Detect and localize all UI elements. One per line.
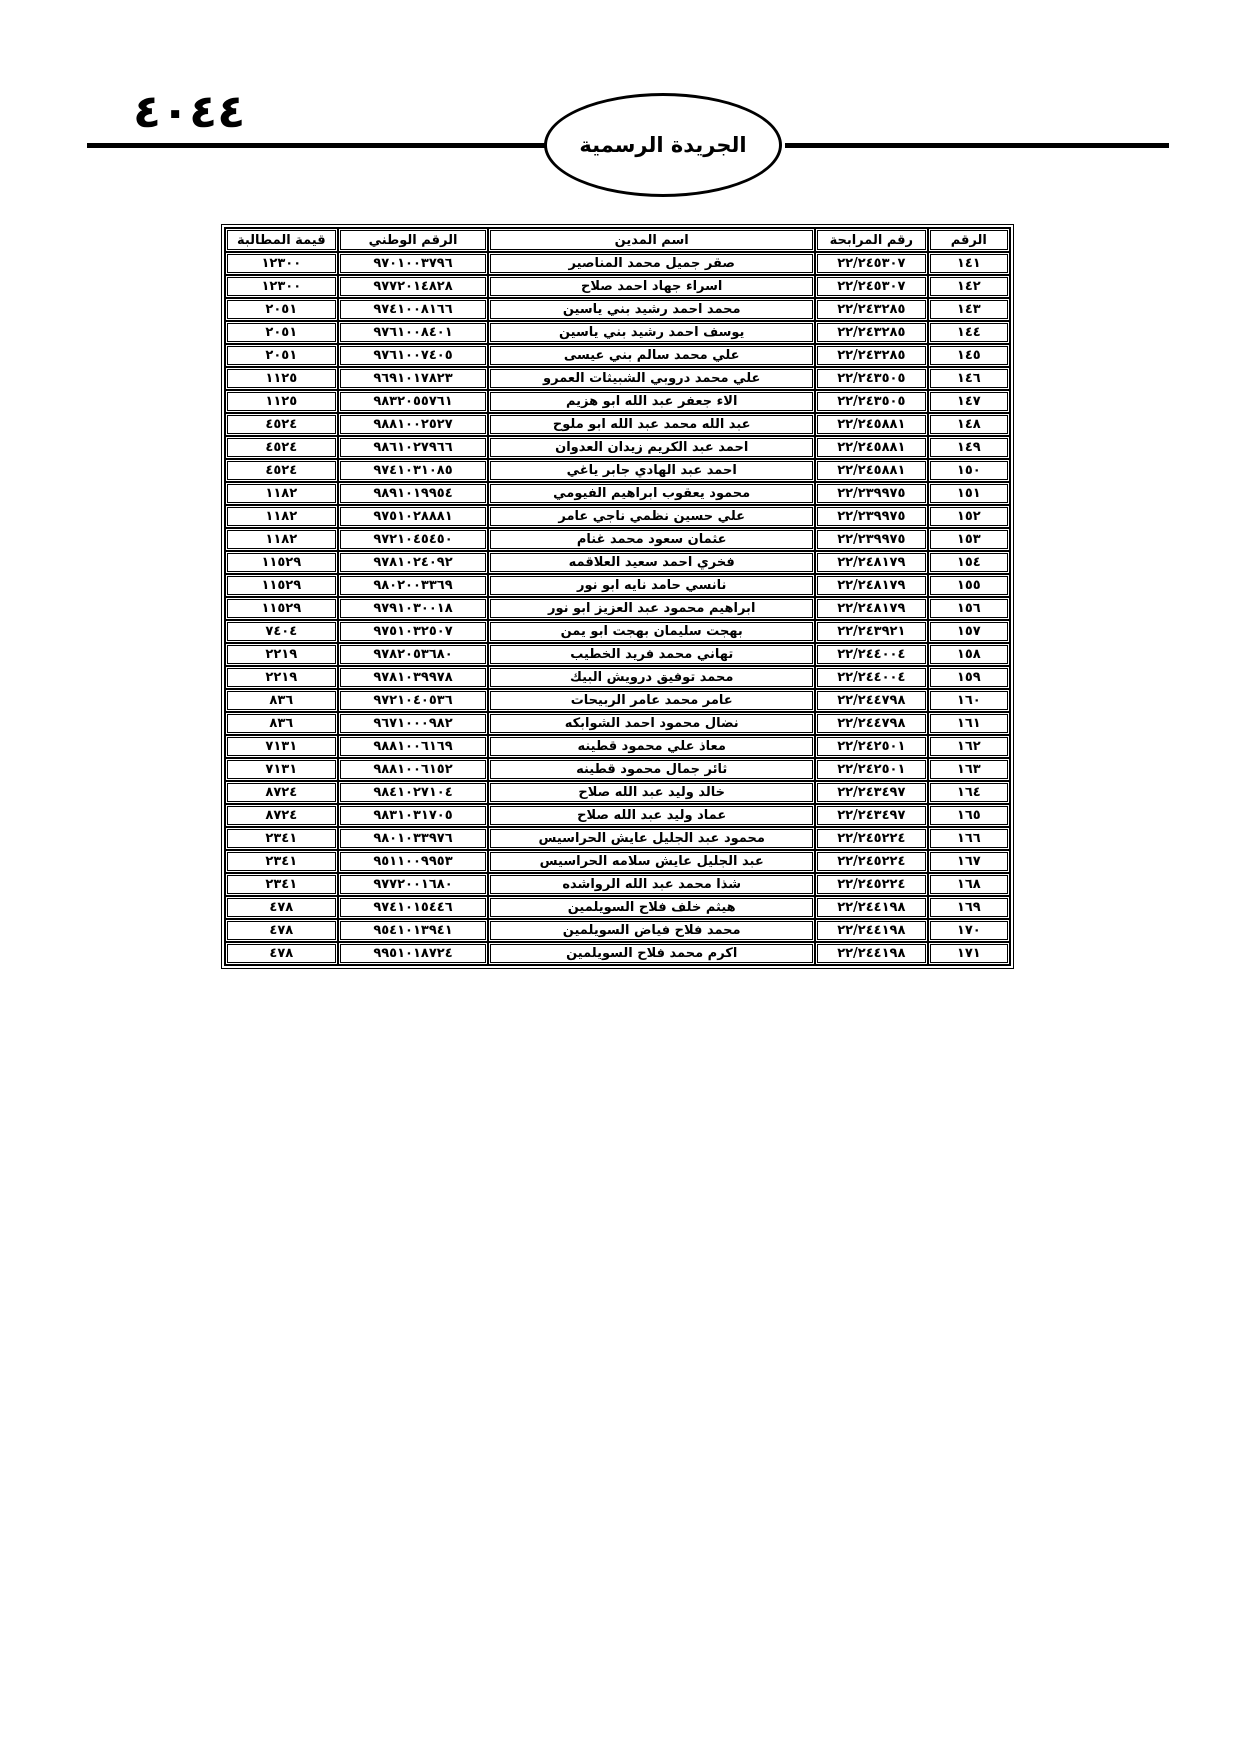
cell-name: ابراهيم محمود عبد العزيز ابو نور — [488, 597, 815, 620]
cell-num: ١٦٦ — [928, 827, 1010, 850]
cell-amount: ١١٥٢٩ — [225, 597, 338, 620]
cell-ref: ٢٢/٢٤٤٠٠٤ — [815, 666, 928, 689]
table-row — [225, 919, 1010, 942]
cell-amount: ٧١٣١ — [225, 758, 338, 781]
cell-ref: ٢٢/٢٤٥٢٢٤ — [815, 873, 928, 896]
cell-name: ثائر جمال محمود قطينه — [488, 758, 815, 781]
cell-num: ١٤٥ — [928, 344, 1010, 367]
cell-amount: ٤٧٨ — [225, 919, 338, 942]
cell-name: الاء جعفر عبد الله ابو هزيم — [488, 390, 815, 413]
cell-amount: ١١٥٢٩ — [225, 551, 338, 574]
cell-national-id: ٩٨٠١٠٣٣٩٧٦ — [338, 827, 489, 850]
cell-national-id: ٩٧٩١٠٣٠٠١٨ — [338, 597, 489, 620]
cell-national-id: ٩٧٧٢٠٠١٦٨٠ — [338, 873, 489, 896]
cell-name: احمد عبد الكريم زيدان العدوان — [488, 436, 815, 459]
cell-amount: ٢٠٥١ — [225, 344, 338, 367]
cell-ref: ٢٢/٢٤٥٣٠٧ — [815, 252, 928, 275]
cell-amount: ٤٥٢٤ — [225, 413, 338, 436]
masthead-oval — [544, 93, 782, 197]
table-row — [225, 344, 1010, 367]
cell-ref: ٢٢/٢٤٤١٩٨ — [815, 896, 928, 919]
cell-amount: ١١٥٢٩ — [225, 574, 338, 597]
cell-amount: ٨٣٦ — [225, 689, 338, 712]
table-row — [225, 620, 1010, 643]
cell-name: علي محمد دروبي الشبيثات العمرو — [488, 367, 815, 390]
cell-amount: ١١٨٢ — [225, 528, 338, 551]
cell-ref: ٢٢/٢٣٩٩٧٥ — [815, 528, 928, 551]
table-row — [225, 666, 1010, 689]
cell-amount: ١٢٣٠٠ — [225, 275, 338, 298]
table-row — [225, 827, 1010, 850]
cell-amount: ١١٢٥ — [225, 390, 338, 413]
cell-num: ١٦٥ — [928, 804, 1010, 827]
cell-amount: ٤٥٢٤ — [225, 436, 338, 459]
cell-national-id: ٩٧٨١٠٢٤٠٩٢ — [338, 551, 489, 574]
cell-num: ١٦٤ — [928, 781, 1010, 804]
cell-national-id: ٩٧٢١٠٤٠٥٣٦ — [338, 689, 489, 712]
cell-num: ١٤٨ — [928, 413, 1010, 436]
cell-num: ١٥٠ — [928, 459, 1010, 482]
cell-num: ١٤٤ — [928, 321, 1010, 344]
cell-name: عبد الله محمد عبد الله ابو ملوح — [488, 413, 815, 436]
cell-amount: ٤٧٨ — [225, 896, 338, 919]
cell-amount: ٢٠٥١ — [225, 321, 338, 344]
cell-national-id: ٩٧٤١٠١٥٤٤٦ — [338, 896, 489, 919]
cell-num: ١٥٤ — [928, 551, 1010, 574]
cell-ref: ٢٢/٢٤٥٣٠٧ — [815, 275, 928, 298]
cell-num: ١٦٢ — [928, 735, 1010, 758]
cell-name: محمود عبد الجليل عايش الحراسيس — [488, 827, 815, 850]
cell-amount: ٨٧٢٤ — [225, 781, 338, 804]
cell-num: ١٥٣ — [928, 528, 1010, 551]
cell-name: نضال محمود احمد الشوابكه — [488, 712, 815, 735]
cell-name: بهجت سليمان بهجت ابو يمن — [488, 620, 815, 643]
cell-amount: ٤٧٨ — [225, 942, 338, 965]
cell-ref: ٢٢/٢٤٤٧٩٨ — [815, 712, 928, 735]
table-row — [225, 436, 1010, 459]
cell-num: ١٦١ — [928, 712, 1010, 735]
header-name: اسم المدين — [488, 228, 815, 252]
cell-national-id: ٩٥٤١٠١٣٩٤١ — [338, 919, 489, 942]
cell-ref: ٢٢/٢٤٥٨٨١ — [815, 413, 928, 436]
cell-national-id: ٩٧٠١٠٠٣٧٩٦ — [338, 252, 489, 275]
debtors-table — [224, 227, 1011, 966]
cell-ref: ٢٢/٢٤٨١٧٩ — [815, 574, 928, 597]
cell-amount: ٧١٣١ — [225, 735, 338, 758]
page-number: ٤٠٤٤ — [133, 84, 246, 138]
header-rule-right — [785, 143, 1169, 148]
cell-name: يوسف احمد رشيد بني ياسين — [488, 321, 815, 344]
header-rule-left — [87, 143, 545, 148]
cell-amount: ٢٠٥١ — [225, 298, 338, 321]
cell-name: معاذ علي محمود قطينه — [488, 735, 815, 758]
cell-num: ١٦٨ — [928, 873, 1010, 896]
cell-national-id: ٩٧٨١٠٣٩٩٧٨ — [338, 666, 489, 689]
cell-name: احمد عبد الهادي جابر ياغي — [488, 459, 815, 482]
cell-name: اسراء جهاد احمد صلاح — [488, 275, 815, 298]
cell-name: عبد الجليل عايش سلامه الحراسيس — [488, 850, 815, 873]
cell-national-id: ٩٨٨١٠٠٦١٦٩ — [338, 735, 489, 758]
cell-ref: ٢٢/٢٤٤٠٠٤ — [815, 643, 928, 666]
cell-num: ١٥١ — [928, 482, 1010, 505]
cell-national-id: ٩٧٦١٠٠٧٤٠٥ — [338, 344, 489, 367]
cell-national-id: ٩٦٧١٠٠٠٩٨٢ — [338, 712, 489, 735]
cell-ref: ٢٢/٢٤٣٢٨٥ — [815, 298, 928, 321]
cell-num: ١٤٦ — [928, 367, 1010, 390]
cell-name: محمود يعقوب ابراهيم الفيومي — [488, 482, 815, 505]
table-row — [225, 781, 1010, 804]
cell-name: هيثم خلف فلاح السويلمين — [488, 896, 815, 919]
table-row — [225, 758, 1010, 781]
table-row — [225, 321, 1010, 344]
cell-ref: ٢٢/٢٤٣٩٢١ — [815, 620, 928, 643]
table-row — [225, 873, 1010, 896]
cell-num: ١٦٣ — [928, 758, 1010, 781]
cell-amount: ٨٧٢٤ — [225, 804, 338, 827]
cell-amount: ٢٣٤١ — [225, 850, 338, 873]
cell-national-id: ٩٧٧٢٠١٤٨٢٨ — [338, 275, 489, 298]
cell-name: محمد توفيق درويش البيك — [488, 666, 815, 689]
cell-national-id: ٩٩٥١٠١٨٧٢٤ — [338, 942, 489, 965]
cell-num: ١٥٢ — [928, 505, 1010, 528]
table-row — [225, 735, 1010, 758]
cell-name: خالد وليد عبد الله صلاح — [488, 781, 815, 804]
cell-name: شذا محمد عبد الله الرواشده — [488, 873, 815, 896]
cell-num: ١٤١ — [928, 252, 1010, 275]
table-row — [225, 850, 1010, 873]
table-body — [225, 252, 1010, 965]
cell-name: صقر جميل محمد المناصير — [488, 252, 815, 275]
cell-amount: ٤٥٢٤ — [225, 459, 338, 482]
cell-num: ١٤٧ — [928, 390, 1010, 413]
cell-amount: ١٢٣٠٠ — [225, 252, 338, 275]
cell-num: ١٤٢ — [928, 275, 1010, 298]
cell-amount: ٢٣٤١ — [225, 873, 338, 896]
cell-name: نانسي حامد نايه ابو نور — [488, 574, 815, 597]
cell-national-id: ٩٨٨١٠٠٦١٥٢ — [338, 758, 489, 781]
cell-ref: ٢٢/٢٤٣٤٩٧ — [815, 804, 928, 827]
cell-ref: ٢٢/٢٤٨١٧٩ — [815, 551, 928, 574]
cell-num: ١٥٨ — [928, 643, 1010, 666]
cell-national-id: ٩٨٨١٠٠٢٥٢٧ — [338, 413, 489, 436]
cell-num: ١٧١ — [928, 942, 1010, 965]
cell-ref: ٢٢/٢٤٣٤٩٧ — [815, 781, 928, 804]
table-row — [225, 896, 1010, 919]
table-row — [225, 275, 1010, 298]
header-national-id: الرقم الوطني — [338, 228, 489, 252]
cell-ref: ٢٢/٢٤٣٥٠٥ — [815, 390, 928, 413]
cell-num: ١٧٠ — [928, 919, 1010, 942]
cell-national-id: ٩٨٩١٠١٩٩٥٤ — [338, 482, 489, 505]
table-row — [225, 942, 1010, 965]
cell-num: ١٥٥ — [928, 574, 1010, 597]
cell-national-id: ٩٦٩١٠١٧٨٢٣ — [338, 367, 489, 390]
cell-num: ١٤٩ — [928, 436, 1010, 459]
cell-num: ١٥٩ — [928, 666, 1010, 689]
cell-amount: ٨٣٦ — [225, 712, 338, 735]
table-row — [225, 597, 1010, 620]
cell-national-id: ٩٧٤١٠٠٨١٦٦ — [338, 298, 489, 321]
cell-amount: ٢٣٤١ — [225, 827, 338, 850]
cell-ref: ٢٢/٢٤٢٥٠١ — [815, 735, 928, 758]
cell-amount: ١١٨٢ — [225, 505, 338, 528]
cell-national-id: ٩٧٨٢٠٥٣٦٨٠ — [338, 643, 489, 666]
cell-ref: ٢٢/٢٣٩٩٧٥ — [815, 505, 928, 528]
header-num: الرقم — [928, 228, 1010, 252]
table-header-row — [225, 228, 1010, 252]
table-row — [225, 712, 1010, 735]
table-row — [225, 804, 1010, 827]
cell-ref: ٢٢/٢٤٣٢٨٥ — [815, 321, 928, 344]
cell-amount: ٢٢١٩ — [225, 643, 338, 666]
cell-num: ١٦٩ — [928, 896, 1010, 919]
cell-name: عماد وليد عبد الله صلاح — [488, 804, 815, 827]
cell-name: تهاني محمد فريد الخطيب — [488, 643, 815, 666]
cell-ref: ٢٢/٢٤٤١٩٨ — [815, 942, 928, 965]
cell-national-id: ٩٨٣٢٠٥٥٧٦١ — [338, 390, 489, 413]
table-row — [225, 413, 1010, 436]
cell-ref: ٢٢/٢٤٨١٧٩ — [815, 597, 928, 620]
cell-amount: ١١٨٢ — [225, 482, 338, 505]
cell-national-id: ٩٧٤١٠٣١٠٨٥ — [338, 459, 489, 482]
table-row — [225, 390, 1010, 413]
cell-ref: ٢٢/٢٤٣٥٠٥ — [815, 367, 928, 390]
cell-name: عثمان سعود محمد غنام — [488, 528, 815, 551]
cell-national-id: ٩٨٣١٠٣١٧٠٥ — [338, 804, 489, 827]
cell-name: محمد فلاح فياض السويلمين — [488, 919, 815, 942]
masthead-title: الجريدة الرسمية — [579, 133, 747, 157]
table-row — [225, 528, 1010, 551]
cell-national-id: ٩٥١١٠٠٩٩٥٣ — [338, 850, 489, 873]
cell-national-id: ٩٧٦١٠٠٨٤٠١ — [338, 321, 489, 344]
cell-name: فخري احمد سعيد العلاقمه — [488, 551, 815, 574]
cell-num: ١٦٠ — [928, 689, 1010, 712]
table-row — [225, 505, 1010, 528]
cell-ref: ٢٢/٢٤٢٥٠١ — [815, 758, 928, 781]
cell-name: علي حسين نظمي ناجي عامر — [488, 505, 815, 528]
cell-name: عامر محمد عامر الربيحات — [488, 689, 815, 712]
cell-amount: ٧٤٠٤ — [225, 620, 338, 643]
table-row — [225, 298, 1010, 321]
table-row — [225, 252, 1010, 275]
table-row — [225, 574, 1010, 597]
cell-num: ١٥٦ — [928, 597, 1010, 620]
cell-amount: ١١٢٥ — [225, 367, 338, 390]
cell-national-id: ٩٨٠٢٠٠٣٣٦٩ — [338, 574, 489, 597]
cell-ref: ٢٢/٢٤٥٢٢٤ — [815, 850, 928, 873]
table-row — [225, 459, 1010, 482]
cell-ref: ٢٢/٢٤٥٨٨١ — [815, 436, 928, 459]
cell-ref: ٢٢/٢٤٥٢٢٤ — [815, 827, 928, 850]
cell-ref: ٢٢/٢٤٥٨٨١ — [815, 459, 928, 482]
cell-national-id: ٩٨٦١٠٢٧٩٦٦ — [338, 436, 489, 459]
cell-national-id: ٩٧٢١٠٤٥٤٥٠ — [338, 528, 489, 551]
table-row — [225, 551, 1010, 574]
cell-ref: ٢٢/٢٤٤٧٩٨ — [815, 689, 928, 712]
cell-national-id: ٩٧٥١٠٣٢٥٠٧ — [338, 620, 489, 643]
cell-name: محمد احمد رشيد بني ياسين — [488, 298, 815, 321]
cell-name: اكرم محمد فلاح السويلمين — [488, 942, 815, 965]
cell-num: ١٥٧ — [928, 620, 1010, 643]
cell-ref: ٢٢/٢٤٤١٩٨ — [815, 919, 928, 942]
cell-ref: ٢٢/٢٣٩٩٧٥ — [815, 482, 928, 505]
cell-num: ١٤٣ — [928, 298, 1010, 321]
table-row — [225, 482, 1010, 505]
header-amount: قيمة المطالبة — [225, 228, 338, 252]
table-row — [225, 643, 1010, 666]
cell-name: علي محمد سالم بني عيسى — [488, 344, 815, 367]
cell-national-id: ٩٨٤١٠٢٧١٠٤ — [338, 781, 489, 804]
table-row — [225, 367, 1010, 390]
cell-ref: ٢٢/٢٤٣٢٨٥ — [815, 344, 928, 367]
cell-amount: ٢٢١٩ — [225, 666, 338, 689]
cell-num: ١٦٧ — [928, 850, 1010, 873]
table-row — [225, 689, 1010, 712]
cell-national-id: ٩٧٥١٠٢٨٨٨١ — [338, 505, 489, 528]
header-ref: رقم المرابحة — [815, 228, 928, 252]
